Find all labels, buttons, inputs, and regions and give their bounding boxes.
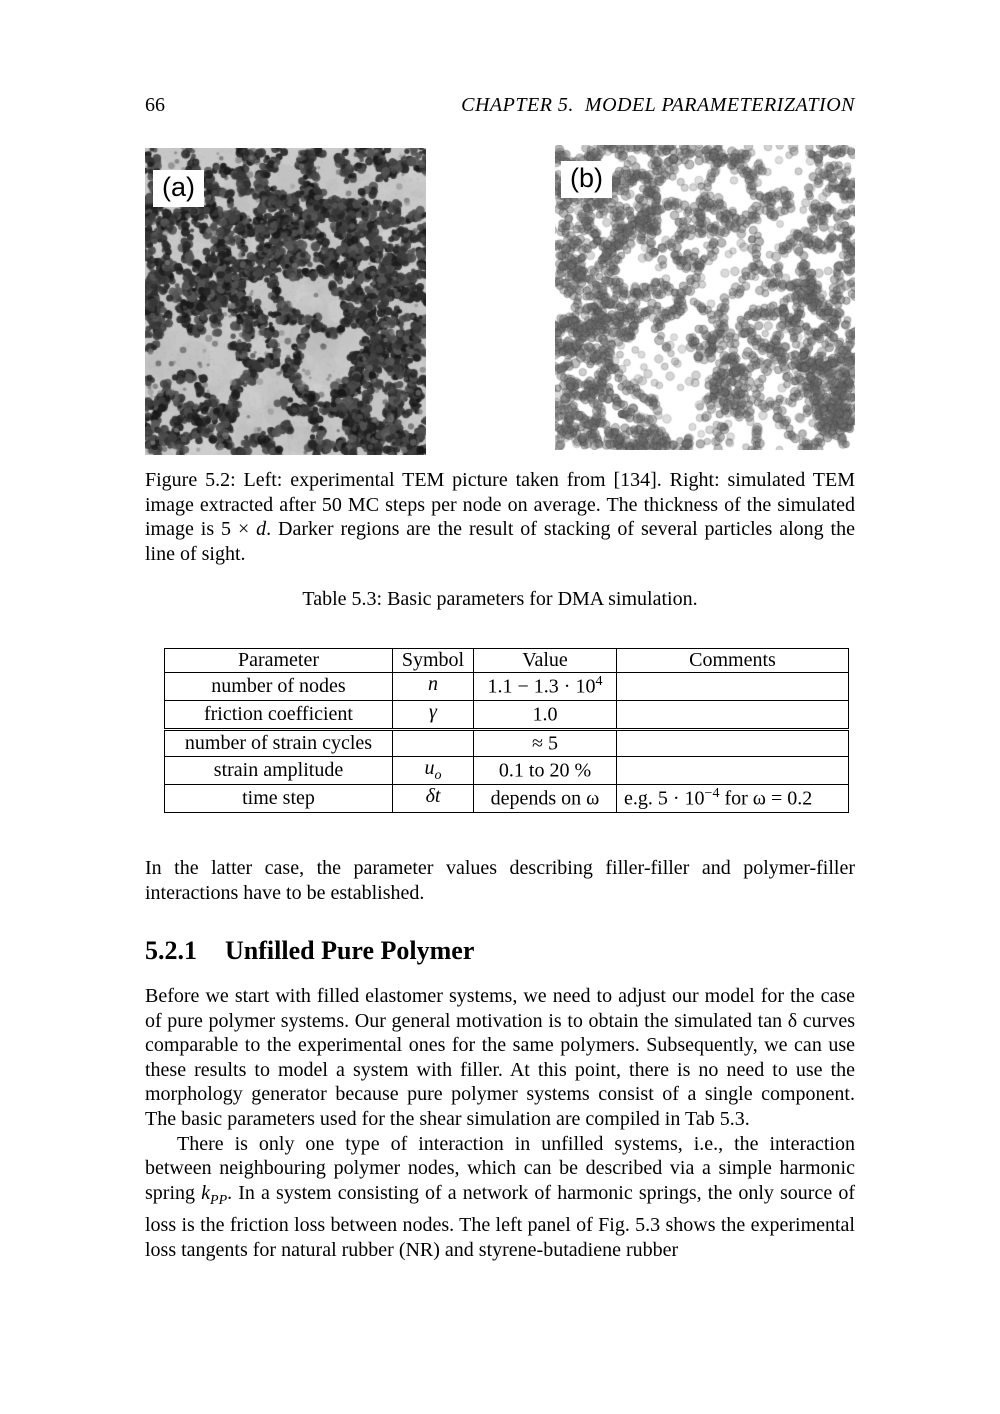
page-number: 66 <box>145 94 165 116</box>
cell-value <box>474 756 617 784</box>
symbol-text: n <box>428 673 438 695</box>
symbol-text: u <box>424 756 435 779</box>
figure-caption-text-1: Figure 5.2: Left: experimental TEM picture taken from [134]. Right: simulated TEM image extracted after 50 MC steps per node on average. The thickness of the simulated image is 5 × <box>145 469 855 541</box>
cell-value <box>474 673 617 701</box>
paragraph-interaction-pre: There is only one type of interaction in unfilled systems, i.e., the interaction between neighbouring polymer nodes, which can be described via a simple harmonic spring <box>145 1132 855 1204</box>
cell-value <box>474 701 617 730</box>
running-head <box>145 94 855 117</box>
column-header-parameter: Parameter <box>165 649 393 673</box>
cell-symbol <box>393 784 474 812</box>
tem-image-experimental <box>145 148 426 455</box>
math-k-symbol: k <box>201 1181 211 1204</box>
comment-text: e.g. 5 · 10 <box>624 787 705 810</box>
column-header-symbol: Symbol <box>393 649 474 673</box>
section-title: Unfilled Pure Polymer <box>225 936 475 965</box>
table-row <box>165 784 849 812</box>
cell-comments <box>617 784 849 812</box>
cell-comments <box>617 673 849 701</box>
figure-caption <box>145 468 855 566</box>
figure-caption-math-d: d <box>256 518 267 541</box>
value-sup: 4 <box>595 674 603 690</box>
cell-parameter: time step <box>165 784 393 812</box>
table-row <box>165 701 849 730</box>
cell-symbol <box>393 756 474 784</box>
section-heading <box>145 936 855 966</box>
table-header-row <box>165 649 849 673</box>
figure-label-b: (b) <box>561 161 612 198</box>
comment-post: for ω = 0.2 <box>719 787 813 810</box>
value-text: 0.1 to 20 % <box>498 759 592 782</box>
dma-parameters-table <box>164 648 849 813</box>
section-number: 5.2.1 <box>145 936 197 965</box>
value-text: 1.0 <box>532 703 558 726</box>
math-k-subscript: PP <box>210 1192 228 1208</box>
cell-symbol <box>393 730 474 757</box>
cell-comments <box>617 756 849 784</box>
symbol-text: δt <box>425 784 441 807</box>
table-caption: Table 5.3: Basic parameters for DMA simulation. <box>302 588 698 610</box>
column-header-value: Value <box>474 649 617 673</box>
cell-value <box>474 784 617 812</box>
tem-image-simulated <box>555 145 855 450</box>
body-text-block <box>145 984 855 1263</box>
cell-comments <box>617 701 849 730</box>
table-row <box>165 673 849 701</box>
paragraph-interaction-post: . In a system consisting of a network of harmonic springs, the only source of loss is the friction loss between nodes. The left panel of Fig. 5.3 shows the experimental loss tangents for natural rubber (NR) and styrene-butadiene rubber <box>145 1181 856 1261</box>
paragraph-interaction <box>145 1132 855 1263</box>
paragraph-before-we-start: Before we start with filled elastomer systems, we need to adjust our model for the case of pure polymer systems. Our general motivation is to obtain the simulated tan δ curves comparable to the experimental ones for the same polymers. Subsequently, we can use these results to model a system with filler. At this point, there is no need to use the morphology generator because pure polymer systems consist of a single component. The basic parameters used for the shear simulation are compiled in Tab 5.3. <box>145 985 855 1130</box>
paragraph-latter-case: In the latter case, the parameter values describing filler-filler and polymer-filler interactions have to be established. <box>145 857 855 904</box>
symbol-text: γ <box>429 701 437 723</box>
comment-sup: −4 <box>704 785 720 801</box>
column-header-comments: Comments <box>617 649 849 673</box>
cell-parameter: number of nodes <box>165 673 393 701</box>
value-text: ≈ 5 <box>532 732 558 755</box>
cell-symbol <box>393 701 474 730</box>
cell-value <box>474 730 617 757</box>
symbol-sub: o <box>434 767 442 783</box>
value-text: depends on ω <box>490 787 600 810</box>
table-row <box>165 756 849 784</box>
cell-symbol <box>393 673 474 701</box>
value-text: 1.1 − 1.3 · 10 <box>487 675 596 698</box>
figure-caption-text-2: . Darker regions are the result of stacking of several particles along the line of sight. <box>145 518 855 565</box>
cell-parameter: number of strain cycles <box>165 730 393 757</box>
figure-label-a: (a) <box>153 170 204 207</box>
cell-parameter: friction coefficient <box>165 701 393 730</box>
cell-comments <box>617 730 849 757</box>
cell-parameter: strain amplitude <box>165 756 393 784</box>
table-row <box>165 730 849 757</box>
chapter-running-title: CHAPTER 5. MODEL PARAMETERIZATION <box>461 94 855 116</box>
